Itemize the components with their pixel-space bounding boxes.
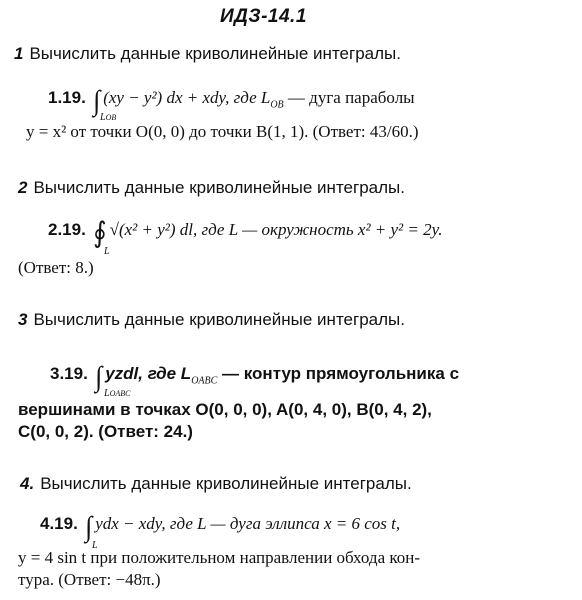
problem-number: 1.19. <box>48 88 86 107</box>
subscript: OB <box>270 99 284 111</box>
problem-2-line-2: (Ответ: 8.) <box>18 258 94 277</box>
subscript: OABC <box>191 375 218 387</box>
problem-2-line-1 <box>48 218 442 248</box>
section-1-heading <box>14 44 401 64</box>
heading-text: Вычислить данные криволинейные интегралы. <box>33 178 405 197</box>
problem-3-line-3: C(0, 0, 2). (Ответ: 24.) <box>18 422 193 441</box>
problem-3-line-2: вершинами в точках O(0, 0, 0), A(0, 4, 0), B(0, 4, 2), <box>18 400 432 419</box>
problem-number: 3.19. <box>50 364 88 383</box>
contour-integral-sign: ∮ <box>93 216 107 249</box>
section-4-heading <box>20 474 412 494</box>
integral-sign: ∫ <box>95 360 103 393</box>
section-number: 1 <box>14 44 24 63</box>
section-number: 4. <box>20 474 35 493</box>
problem-4-line-1 <box>40 512 400 542</box>
integral-subscript: LOB <box>100 112 117 123</box>
problem-4-line-2: y = 4 sin t при положительном направлении обхода кон- <box>18 548 421 567</box>
heading-text: Вычислить данные криволинейные интегралы. <box>29 44 401 63</box>
problem-text: ydx − xdy, где L — дуга эллипса x = 6 cos t, <box>95 514 401 533</box>
page-title: ИДЗ-14.1 <box>220 6 307 27</box>
problem-text: √(x² + y²) dl, где L — окружность x² + y² = 2y. <box>109 220 443 239</box>
problem-text-tail: — контур прямоугольника с <box>217 364 460 383</box>
heading-text: Вычислить данные криволинейные интегралы. <box>33 310 405 329</box>
integral-subscript: L <box>92 540 98 551</box>
section-number: 3 <box>18 310 28 329</box>
integral-subscript: LOABC <box>104 388 131 399</box>
section-number: 2 <box>18 178 28 197</box>
problem-1-line-2: y = x² от точки O(0, 0) до точки B(1, 1). (Ответ: 43/60.) <box>26 122 419 141</box>
section-2-heading <box>18 178 405 198</box>
problem-text: yzdl, где L <box>105 364 192 383</box>
problem-4-line-3: тура. (Ответ: −48π.) <box>18 570 161 589</box>
heading-text: Вычислить данные криволинейные интегралы. <box>40 474 412 493</box>
problem-text: (xy − y²) dx + xdy, где L <box>103 88 271 107</box>
problem-number: 2.19. <box>48 220 86 239</box>
problem-number: 4.19. <box>40 514 78 533</box>
integral-subscript: L <box>104 246 110 257</box>
section-3-heading <box>18 310 405 330</box>
integral-sign: ∫ <box>85 510 93 543</box>
problem-text-tail: — дуга параболы <box>283 88 415 107</box>
integral-sign: ∫ <box>93 84 101 117</box>
